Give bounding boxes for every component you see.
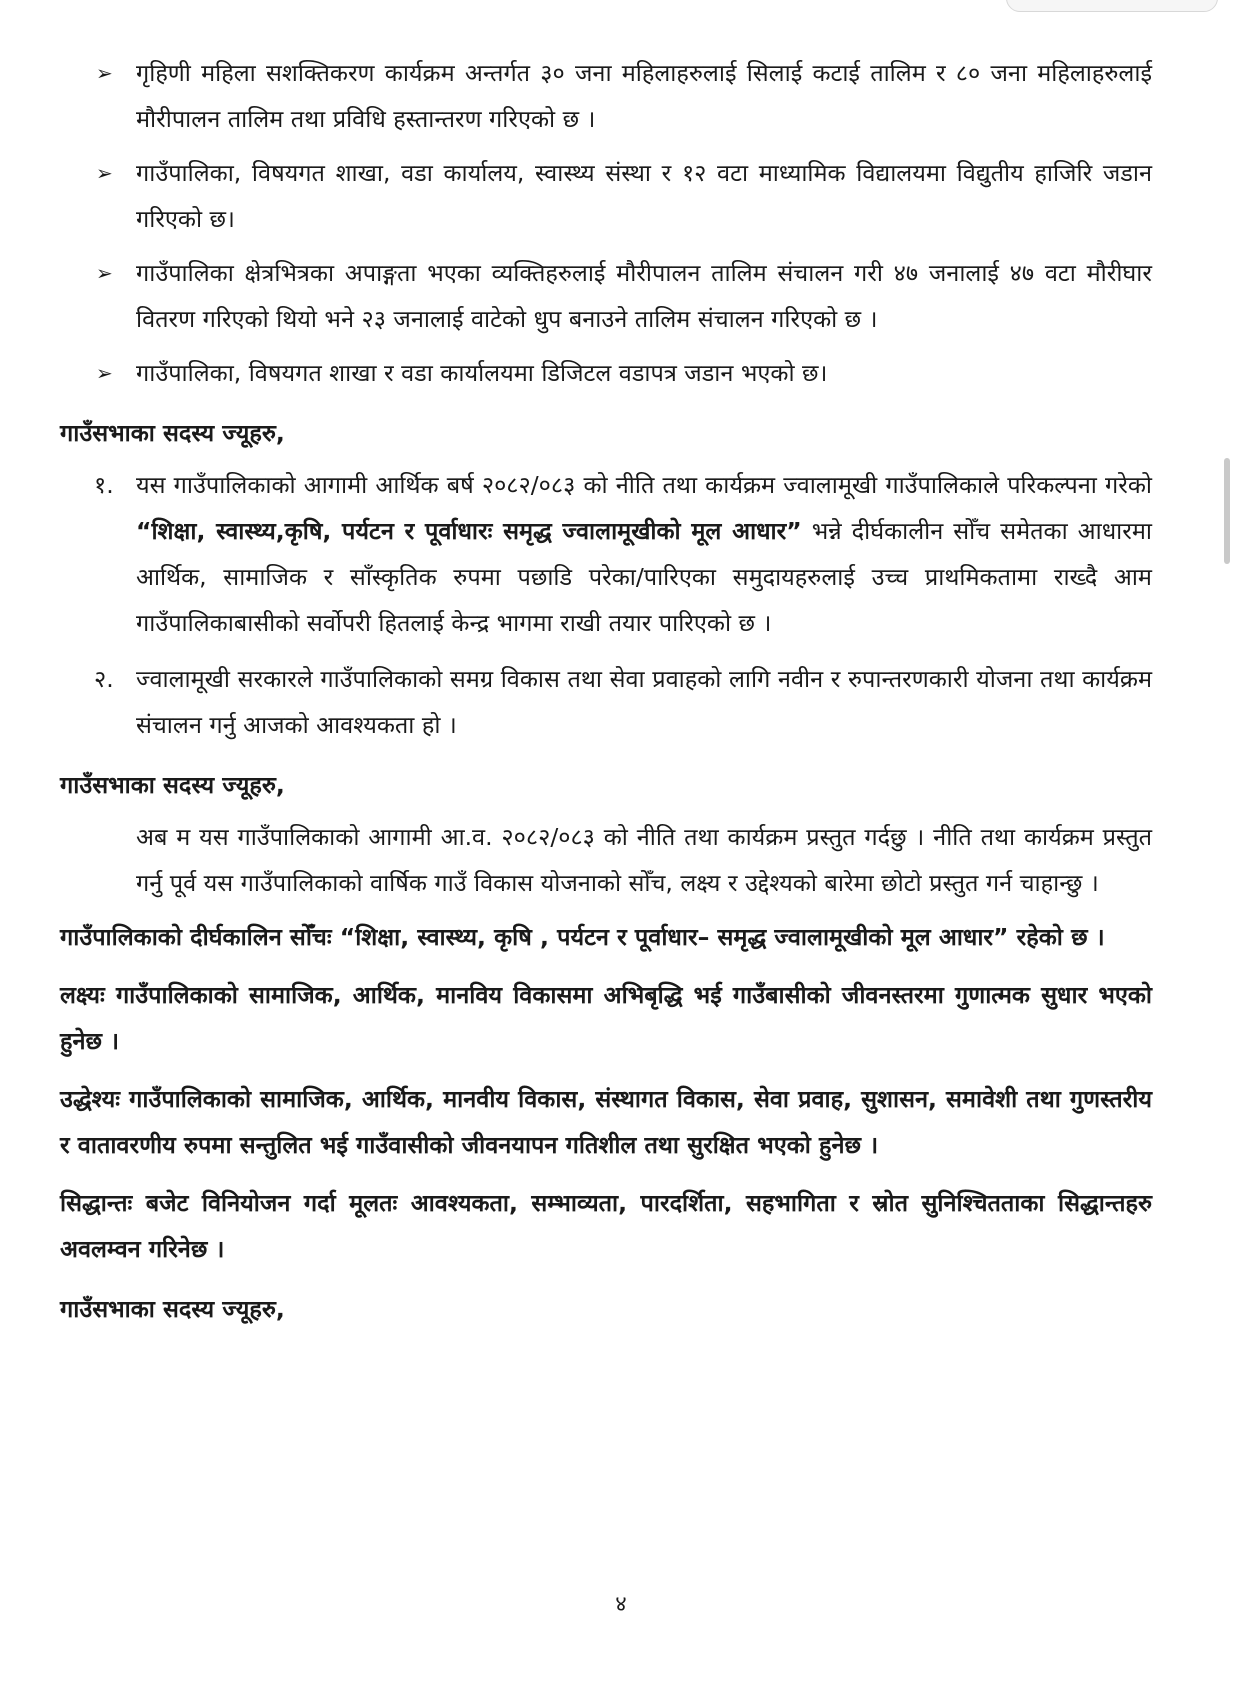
bullet-item-digital-charter [60,350,1152,396]
salutation-heading: गाउँसभाका सदस्य ज्यूहरु, [60,771,285,799]
bullet-text: गाउँपालिका क्षेत्रभित्रका अपाङ्गता भएका व्यक्तिहरुलाई मौरीपालन तालिम संचालन गरी ४७ जनालाई ४७ वटा मौरीघार वितरण गरिएको थियो भने २३ जनालाई वाटेको धुप बनाउने तालिम संचालन गरिएको छ । [136,259,1152,333]
top-tab-handle[interactable] [1006,0,1218,12]
bullet-item-attendance [60,150,1152,242]
bullet-item-tailoring [60,50,1152,142]
item-text-post: भन्ने दीर्घकालीन सोँच समेतका आधारमा आर्थिक, सामाजिक र साँस्कृतिक रुपमा पछाडि परेका/पारिएका समुदायहरुलाई उच्च प्राथमिकतामा राख्दै आम गाउँपालिकाबासीको सर्वोपरी हितलाई केन्द्र भागमा राखी तयार पारिएको छ । [136,517,1152,637]
bullet-item-disability-training [60,250,1152,342]
bullet-text: गाउँपालिका, विषयगत शाखा र वडा कार्यालयमा डिजिटल वडापत्र जडान भएको छ। [136,359,828,387]
item-number: २. [94,665,114,693]
arrow-bullet-icon: ➢ [96,161,113,185]
principle-label: सिद्धान्तः [60,1189,133,1217]
numbered-item-1 [60,462,1152,646]
bullet-text: गाउँपालिका, विषयगत शाखा, वडा कार्यालय, स्वास्थ्य संस्था र १२ वटा माध्यामिक विद्यालयमा विद्युतीय हाजिरि जडान गरिएको छ। [136,159,1152,233]
objective-paragraph [60,1076,1152,1168]
vision-text: “शिक्षा, स्वास्थ्य, कृषि , पर्यटन र पूर्वाधार– समृद्ध ज्वालामूखीको मूल आधार” रहेको छ । [331,923,1105,951]
goal-paragraph [60,972,1152,1064]
arrow-bullet-icon: ➢ [96,361,113,385]
objective-text: गाउँपालिकाको सामाजिक, आर्थिक, मानवीय विकास, संस्थागत विकास, सेवा प्रवाह, सुशासन, समावेशी तथा गुणस्तरीय र वातावरणीय रुपमा सन्तुलित भई गाउँवासीको जीवनयापन गतिशील तथा सुरक्षित भएको हुनेछ । [60,1085,1152,1159]
bullet-text: गृहिणी महिला सशक्तिकरण कार्यक्रम अन्तर्गत ३० जना महिलाहरुलाई सिलाई कटाई तालिम र ८० जना महिलाहरुलाई मौरीपालन तालिम तथा प्रविधि हस्तान्तरण गरिएको छ । [136,59,1152,133]
item-text: ज्वालामूखी सरकारले गाउँपालिकाको समग्र विकास तथा सेवा प्रवाहको लागि नवीन र रुपान्तरणकारी योजना तथा कार्यक्रम संचालन गर्नु आजको आवश्यकता हो । [136,665,1152,739]
salutation-heading: गाउँसभाका सदस्य ज्यूहरु, [60,1295,285,1323]
item-text-pre: यस गाउँपालिकाको आगामी आर्थिक बर्ष २०८२/०८३ को नीति तथा कार्यक्रम ज्वालामूखी गाउँपालिकाले परिकल्पना गरेको [136,471,1152,499]
item-text-bold-slogan: “शिक्षा, स्वास्थ्य,कृषि, पर्यटन र पूर्वाधारः समृद्ध ज्वालामूखीको मूल आधार” [136,517,802,545]
principle-text: बजेट विनियोजन गर्दा मूलतः आवश्यकता, सम्भाव्यता, पारदर्शिता, सहभागिता र स्रोत सुनिश्चितताका सिद्धान्तहरु अवलम्वन गरिनेछ । [60,1189,1152,1263]
objective-label: उद्धेश्यः [60,1085,121,1113]
document-page [60,50,1152,1338]
goal-label: लक्ष्यः [60,981,105,1009]
numbered-item-2 [60,656,1152,748]
salutation-heading: गाउँसभाका सदस्य ज्यूहरु, [60,419,285,447]
item-number: १. [94,471,114,499]
arrow-bullet-icon: ➢ [96,61,113,85]
arrow-bullet-icon: ➢ [96,261,113,285]
vision-label: गाउँपालिकाको दीर्घकालिन सोँचः [60,923,332,951]
vision-paragraph [60,914,1152,960]
principle-paragraph [60,1180,1152,1272]
page-number: ४ [615,1592,627,1617]
scrollbar-thumb[interactable] [1224,458,1230,564]
intro-paragraph: अब म यस गाउँपालिकाको आगामी आ.व. २०८२/०८३ को नीति तथा कार्यक्रम प्रस्तुत गर्दछु । नीति तथा कार्यक्रम प्रस्तुत गर्नु पूर्व यस गाउँपालिकाको वार्षिक गाउँ विकास योजनाको सोँच, लक्ष्य र उद्देश्यको बारेमा छोटो प्रस्तुत गर्न चाहान्छु । [136,823,1152,897]
goal-text: गाउँपालिकाको सामाजिक, आर्थिक, मानविय विकासमा अभिबृद्धि भई गाउँबासीको जीवनस्तरमा गुणात्मक सुधार भएको हुनेछ । [60,981,1152,1055]
